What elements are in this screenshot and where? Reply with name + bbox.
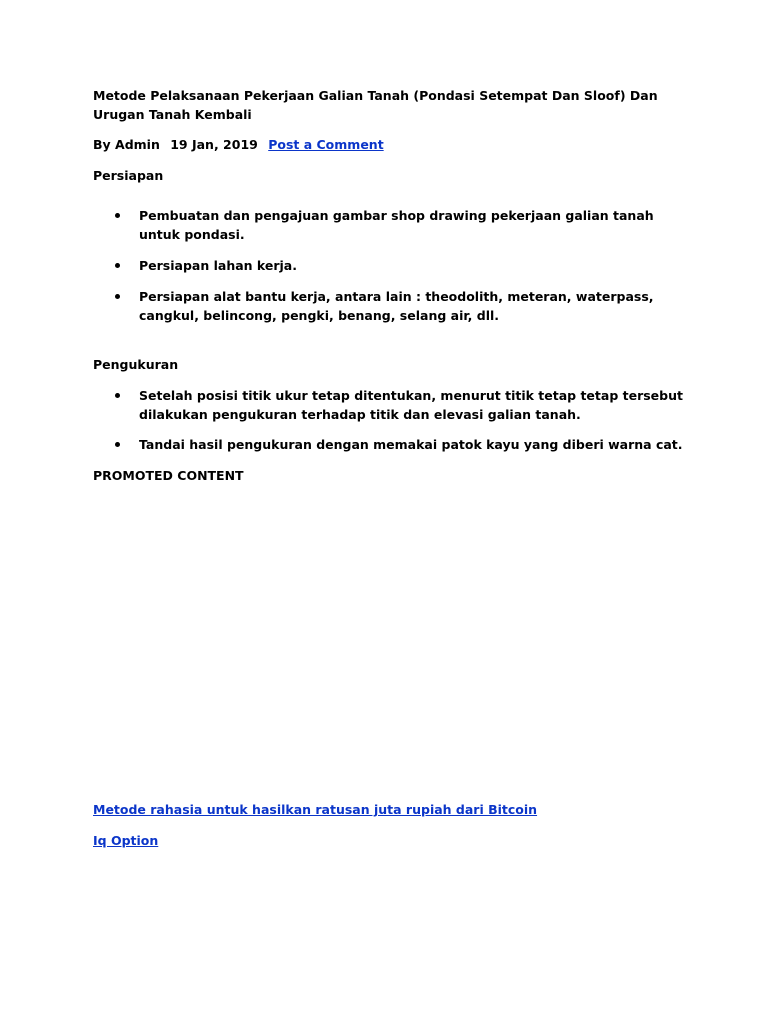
- promoted-content-heading: PROMOTED CONTENT: [93, 468, 244, 483]
- list-item-text: Pembuatan dan pengajuan gambar shop drawing pekerjaan galian tanah untuk pondasi.: [139, 208, 654, 242]
- bullet-icon: [115, 393, 120, 398]
- bullet-icon: [115, 213, 120, 218]
- promoted-link-bitcoin[interactable]: Metode rahasia untuk hasilkan ratusan juta rupiah dari Bitcoin: [93, 802, 538, 817]
- promoted-content-area: [93, 485, 683, 800]
- bullet-icon: [115, 263, 120, 268]
- section-heading-persiapan: Persiapan: [93, 168, 164, 183]
- post-comment-link[interactable]: Post a Comment: [268, 137, 384, 152]
- list-item-text: Persiapan alat bantu kerja, antara lain : theodolith, meteran, waterpass, cangkul, belincong, pengki, benang, selang air, dll.: [139, 289, 654, 323]
- bullet-icon: [115, 294, 120, 299]
- persiapan-list: [93, 206, 683, 325]
- article-author: By Admin: [93, 137, 160, 152]
- list-item-text: Persiapan lahan kerja.: [139, 258, 297, 273]
- list-item-text: Setelah posisi titik ukur tetap ditentukan, menurut titik tetap tetap tersebut dilakukan pengukuran terhadap titik dan elevasi galian tanah.: [139, 388, 683, 422]
- pengukuran-list: [93, 386, 683, 454]
- bullet-icon: [115, 442, 120, 447]
- article-date: 19 Jan, 2019: [170, 137, 258, 152]
- article-title: Metode Pelaksanaan Pekerjaan Galian Tanah (Pondasi Setempat Dan Sloof) Dan Urugan Tanah Kembali: [93, 88, 658, 122]
- list-item: [93, 435, 683, 454]
- list-item: [93, 386, 683, 424]
- list-item-text: Tandai hasil pengukuran dengan memakai patok kayu yang diberi warna cat.: [139, 437, 683, 452]
- document-page: [93, 86, 683, 850]
- list-item: [93, 256, 683, 275]
- list-item: [93, 206, 683, 244]
- section-heading-pengukuran: Pengukuran: [93, 357, 179, 372]
- list-item: [93, 287, 683, 325]
- article-byline: [93, 135, 683, 154]
- promoted-link-iq-option[interactable]: Iq Option: [93, 833, 159, 848]
